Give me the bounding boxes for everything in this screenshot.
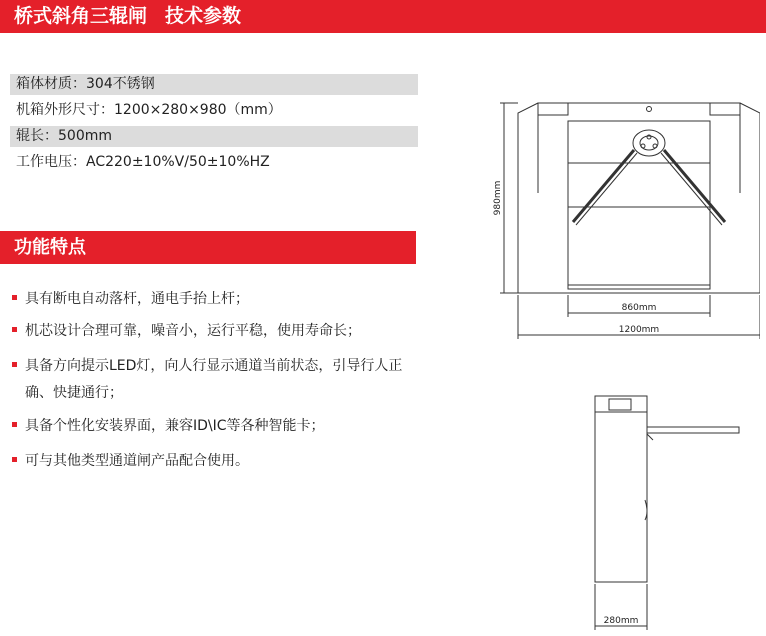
front-view-drawing [490,95,760,345]
spec-arm-length: 辊长：500mm [10,126,418,147]
title-banner [0,0,766,33]
feature-text: 具备个性化安装界面，兼容ID\IC等各种智能卡； [25,418,325,434]
spec-material: 箱体材质：304不锈钢 [10,74,418,95]
bullet-icon [12,295,17,300]
height-dimension-label: 980mm [493,180,503,216]
feature-item [12,286,249,312]
feature-text: 确、快捷通行； [25,385,123,401]
bullet-icon [12,457,17,462]
features-banner [0,231,416,264]
bullet-icon [12,362,17,367]
inner-width-dimension-label: 860mm [621,303,657,313]
bullet-icon [12,422,17,427]
feature-text: 机芯设计合理可靠，噪音小，运行平稳，使用寿命长； [25,323,361,339]
feature-item [12,318,361,344]
features-title: 功能特点 [14,237,86,258]
section-title-specs: 技术参数 [165,5,242,27]
depth-dimension-label: 280mm [603,616,639,626]
total-width-dimension-label: 1200mm [618,325,660,335]
feature-item-continued [12,380,123,406]
spec-voltage: 工作电压：AC220±10%V/50±10%HZ [16,154,270,170]
side-view-drawing [585,392,755,632]
feature-item [12,353,402,379]
bullet-icon [12,327,17,332]
feature-text: 可与其他类型通道闸产品配合使用。 [25,453,249,469]
feature-text: 具备方向提示LED灯，向人行显示通道当前状态，引导行人正 [25,358,403,374]
feature-item [12,413,325,439]
feature-text: 具有断电自动落杆，通电手抬上杆； [25,291,249,307]
product-title: 桥式斜角三辊闸 [14,5,148,27]
feature-item [12,448,249,474]
spec-dimensions: 机箱外形尺寸：1200×280×980（mm） [16,102,282,118]
